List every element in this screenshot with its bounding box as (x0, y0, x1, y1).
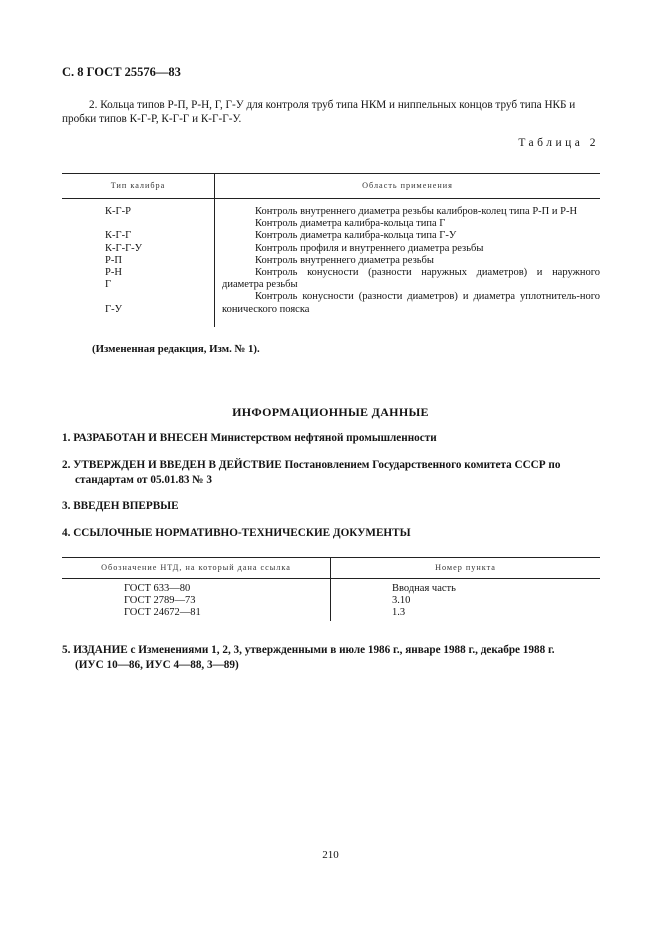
info-item-3: 3. ВВЕДЕН ВПЕРВЫЕ (62, 500, 179, 512)
table2-desc-cell: Контроль внутреннего диаметра резьбы (255, 254, 434, 266)
info-item-5-line1: 5. ИЗДАНИЕ с Изменениями 1, 2, 3, утвержденными в июле 1986 г., январе 1988 г., декабре 1988 г. (62, 644, 555, 656)
table3-header-rule (62, 578, 600, 579)
table2-col1-header: Тип калибра (110, 181, 166, 190)
table2-desc-cell: Контроль внутреннего диаметра резьбы калибров-колец типа Р-П и Р-Н (255, 206, 578, 217)
table3-col1-header: Обозначение НТД, на который дана ссылка (101, 563, 291, 572)
table2-code-cell: К-Г-Р (105, 206, 131, 217)
table2-codes-column (105, 206, 205, 316)
table2-top-rule (62, 173, 600, 174)
table3-docs-column (124, 583, 201, 620)
table2-code-cell: Р-Н (105, 266, 122, 278)
table3-point-cell: 3.10 (392, 595, 411, 607)
table2-header-rule (62, 198, 600, 199)
table3-doc-cell: ГОСТ 2789—73 (124, 595, 196, 607)
table2-col2-header: Область применения (362, 181, 453, 190)
table2-code-cell: К-Г-Г-У (105, 242, 143, 254)
table2-code-cell: Г (105, 279, 112, 291)
table2-desc-cell: Контроль конусности (разности диаметров) и диаметра уплотнитель-ного конического пояска (222, 291, 600, 315)
info-item-2-line2: стандартам от 05.01.83 № 3 (75, 473, 212, 486)
info-section-title: ИНФОРМАЦИОННЫЕ ДАННЫЕ (232, 405, 429, 419)
table3-top-rule (62, 557, 600, 558)
page-header: С. 8 ГОСТ 25576—83 (62, 65, 181, 79)
info-item-4: 4. ССЫЛОЧНЫЕ НОРМАТИВНО-ТЕХНИЧЕСКИЕ ДОКУМЕНТЫ (62, 527, 411, 539)
info-item-2 (62, 458, 610, 487)
info-item-2-line1: 2. УТВЕРЖДЕН И ВВЕДЕН В ДЕЙСТВИЕ Постановлением Государственного комитета СССР по (62, 459, 561, 471)
table2-code-cell: К-Г-Г (105, 230, 132, 242)
table2-desc-cell: Контроль конусности (разности наружных диаметров) и наружного диаметра резьбы (222, 267, 600, 291)
intro-paragraph: 2. Кольца типов Р-П, Р-Н, Г, Г-У для контроля труб типа НКМ и ниппельных концов труб типа НКБ и пробки типов К-Г-Р, К-Г-Г и К-Г-Г-У. (62, 99, 576, 125)
table2-desc-cell: Контроль профиля и внутреннего диаметра резьбы (255, 242, 484, 254)
table3-point-cell: 1.3 (392, 607, 406, 619)
table3-col2-header: Номер пункта (435, 563, 496, 572)
table2-desc-cell: Контроль диаметра калибра-кольца типа Г (255, 218, 446, 230)
table3-points-column (392, 583, 456, 620)
table2-code-spacer (105, 218, 205, 230)
table2-desc-column (222, 206, 600, 316)
table2-desc-cell: Контроль диаметра калибра-кольца типа Г-У (255, 230, 457, 242)
info-item-5-line2: (ИУС 10—86, ИУС 4—88, 3—89) (75, 658, 239, 671)
table2-code-cell: Г-У (105, 303, 123, 315)
table2-code-cell: Р-П (105, 254, 122, 266)
table2-caption: Таблица 2 (518, 137, 599, 149)
page-number: 210 (322, 849, 339, 861)
table3-doc-cell: ГОСТ 24672—81 (124, 607, 201, 619)
table3-point-cell: Вводная часть (392, 583, 456, 594)
table2-code-spacer (105, 291, 205, 303)
table3-doc-cell: ГОСТ 633—80 (124, 583, 191, 594)
info-item-5 (62, 643, 610, 672)
info-item-1: 1. РАЗРАБОТАН И ВНЕСЕН Министерством нефтяной промышленности (62, 432, 437, 444)
table2-column-divider (214, 173, 215, 327)
amendment-note: (Измененная редакция, Изм. № 1). (92, 343, 260, 355)
